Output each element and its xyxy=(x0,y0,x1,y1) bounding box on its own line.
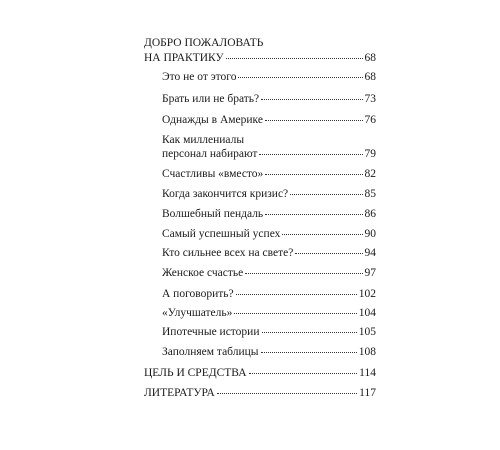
dot-leader xyxy=(262,332,357,333)
toc-entry-title: Брать или не брать? xyxy=(162,93,260,105)
toc-page-number: 79 xyxy=(364,148,376,160)
toc-page-number: 117 xyxy=(359,387,376,399)
toc-entry-title: Самый успешный успех xyxy=(162,228,281,240)
toc-entry-title: Однажды в Америке xyxy=(162,114,263,126)
toc-entry-title: ЛИТЕРАТУРА xyxy=(144,387,215,399)
dot-leader xyxy=(265,174,362,175)
dot-leader xyxy=(217,393,357,394)
toc-entry[interactable] xyxy=(162,187,376,201)
toc-entry[interactable] xyxy=(162,207,376,221)
toc-entry[interactable] xyxy=(162,287,376,301)
dot-leader xyxy=(236,294,357,295)
dot-leader xyxy=(282,234,362,235)
toc-entry[interactable] xyxy=(162,113,376,127)
toc-entry-title-line1: Как миллениалы xyxy=(162,134,245,146)
toc-entry-title: Когда закончится кризис? xyxy=(162,188,289,200)
toc-entry-title: Волшебный пендаль xyxy=(162,208,264,220)
toc-entry-title: ЦЕЛЬ И СРЕДСТВА xyxy=(144,367,247,379)
toc-entry-title: Женское счастье xyxy=(162,267,244,279)
toc-entry-title: НА ПРАКТИКУ xyxy=(144,52,224,64)
toc-entry-title: А поговорить? xyxy=(162,288,234,300)
toc-page-number: 102 xyxy=(358,288,376,300)
toc-entry[interactable] xyxy=(162,246,376,260)
toc-page-number: 68 xyxy=(364,52,376,64)
dot-leader xyxy=(259,154,362,155)
toc-page-number: 94 xyxy=(364,247,376,259)
toc-page-number: 82 xyxy=(364,168,376,180)
toc-entry[interactable] xyxy=(162,266,376,280)
toc-entry[interactable] xyxy=(162,147,376,161)
dot-leader xyxy=(261,352,357,353)
toc-entry[interactable] xyxy=(162,70,376,84)
toc-entry-title: Счастливы «вместо» xyxy=(162,168,264,180)
toc-entry[interactable] xyxy=(162,92,376,106)
dot-leader xyxy=(238,77,362,78)
toc-entry-title-line1: ДОБРО ПОЖАЛОВАТЬ xyxy=(144,37,264,49)
toc-page-number: 97 xyxy=(364,267,376,279)
dot-leader xyxy=(234,313,356,314)
dot-leader xyxy=(249,373,358,374)
toc-entry[interactable] xyxy=(162,325,376,339)
toc-entry-title: Заполняем таблицы xyxy=(162,346,259,358)
dot-leader xyxy=(226,58,363,59)
toc-page-number: 108 xyxy=(358,346,376,358)
toc-page-number: 85 xyxy=(364,188,376,200)
dot-leader xyxy=(261,99,362,100)
dot-leader xyxy=(245,273,362,274)
toc-entry[interactable] xyxy=(162,167,376,181)
toc-page-number: 90 xyxy=(364,228,376,240)
toc-entry[interactable] xyxy=(162,227,376,241)
toc-entry[interactable] xyxy=(144,51,376,65)
toc-page-number: 104 xyxy=(358,307,376,319)
toc-entry-title: персонал набирают xyxy=(162,148,258,160)
toc-page-number: 76 xyxy=(364,114,376,126)
dot-leader xyxy=(265,214,362,215)
toc-page-number: 68 xyxy=(364,71,376,83)
toc-entry[interactable] xyxy=(162,345,376,359)
toc-entry[interactable] xyxy=(144,386,376,400)
dot-leader xyxy=(290,194,362,195)
toc-entry-title: «Улучшатель» xyxy=(162,307,233,319)
dot-leader xyxy=(295,253,362,254)
dot-leader xyxy=(265,120,363,121)
toc-entry[interactable] xyxy=(144,366,376,380)
toc-entry-title: Это не от этого xyxy=(162,71,237,83)
toc-page-number: 114 xyxy=(359,367,376,379)
toc-page-number: 73 xyxy=(364,93,376,105)
toc-page-number: 86 xyxy=(364,208,376,220)
toc-entry[interactable] xyxy=(162,306,376,320)
toc-page-number: 105 xyxy=(358,326,376,338)
toc-entry-title: Кто сильнее всех на свете? xyxy=(162,247,294,259)
toc-entry-title: Ипотечные истории xyxy=(162,326,260,338)
